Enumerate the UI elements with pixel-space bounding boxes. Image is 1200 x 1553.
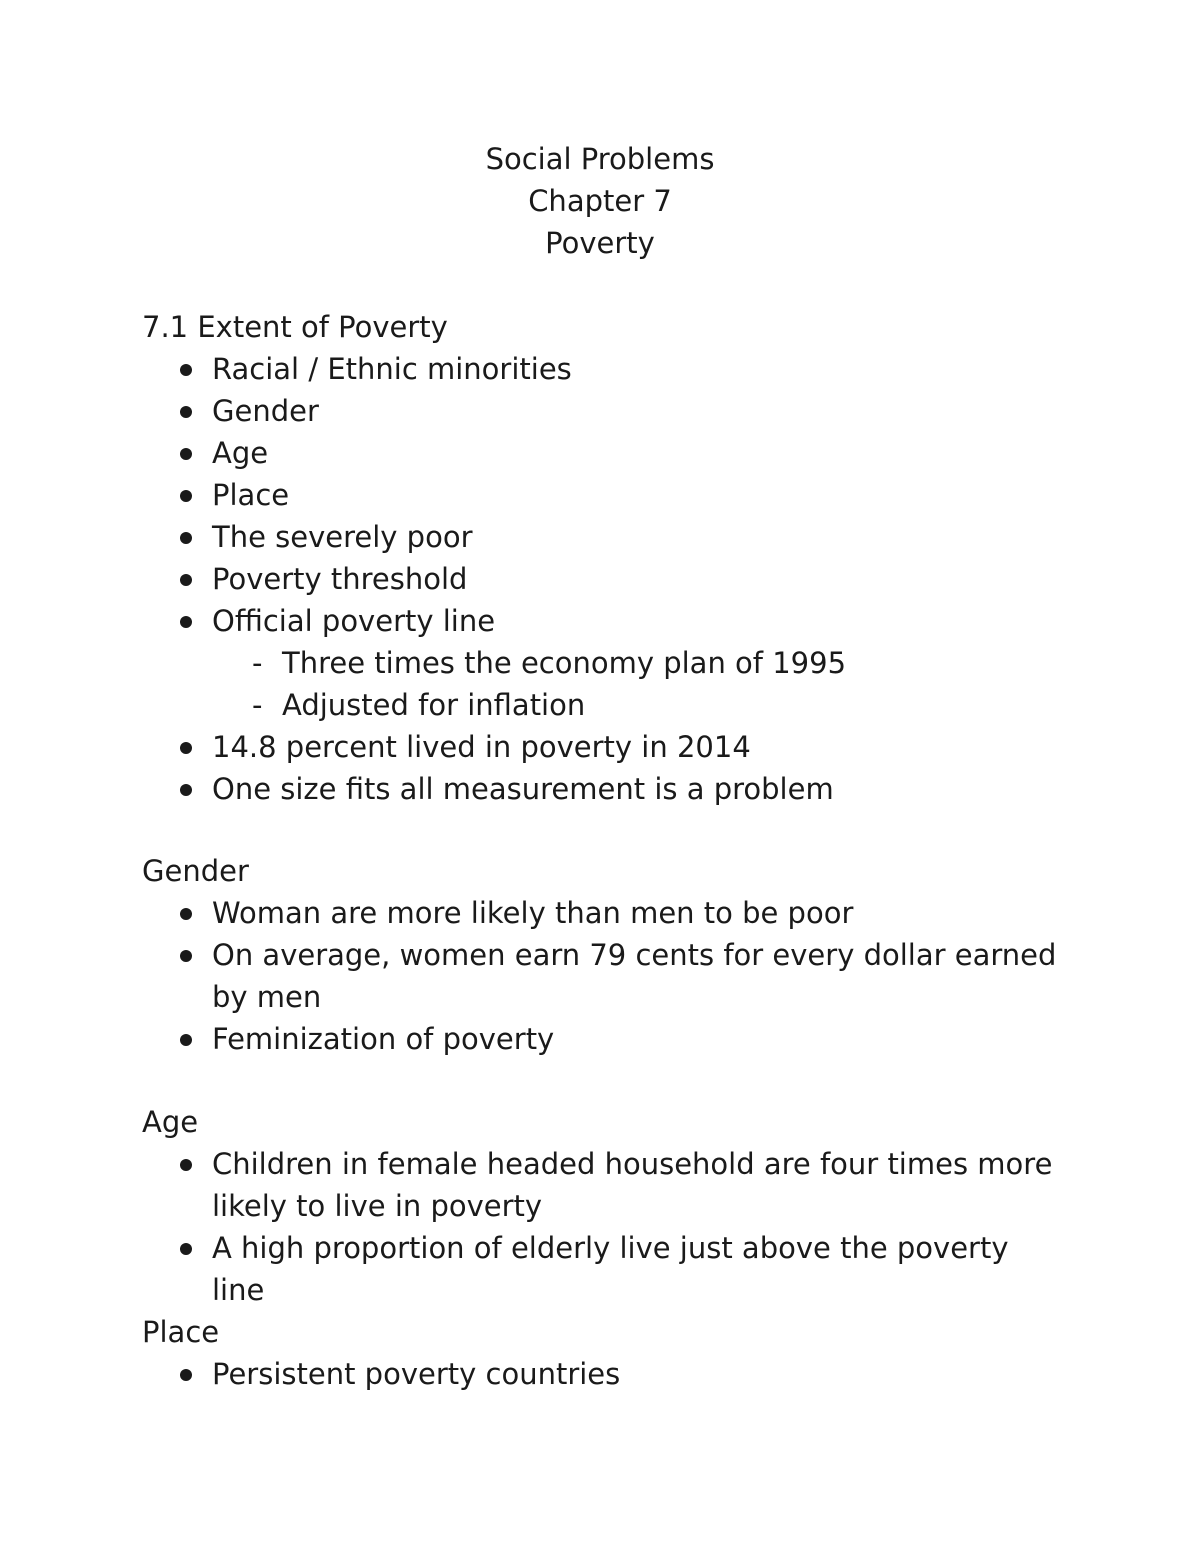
section-heading: 7.1 Extent of Poverty bbox=[142, 310, 448, 344]
list-item-text: The severely poor bbox=[212, 520, 473, 554]
list-item bbox=[142, 892, 1062, 934]
list-item-text: Gender bbox=[212, 394, 319, 428]
list-item-text: Feminization of poverty bbox=[212, 1022, 555, 1056]
bullet-icon bbox=[180, 364, 192, 376]
bullet-icon bbox=[180, 1159, 192, 1171]
list-item-text: Poverty threshold bbox=[212, 562, 468, 596]
bullet-icon bbox=[180, 784, 192, 796]
bullet-icon bbox=[180, 490, 192, 502]
bullet-list bbox=[142, 1143, 1062, 1311]
section-heading: Age bbox=[142, 1105, 199, 1139]
list-item-text: On average, women earn 79 cents for every dollar earned by men bbox=[212, 938, 1057, 1014]
list-item bbox=[142, 474, 1062, 516]
bullet-icon bbox=[180, 616, 192, 628]
bullet-list bbox=[142, 348, 1062, 810]
course-title: Social Problems bbox=[485, 142, 715, 176]
list-item bbox=[142, 558, 1062, 600]
list-item bbox=[142, 1143, 1062, 1227]
list-item bbox=[142, 432, 1062, 474]
bullet-icon bbox=[180, 742, 192, 754]
section-heading: Place bbox=[142, 1315, 220, 1349]
sub-list-item-text: Adjusted for inflation bbox=[282, 688, 586, 722]
sub-list-item bbox=[212, 684, 1062, 726]
list-item bbox=[142, 768, 1062, 810]
dash-marker: - bbox=[252, 688, 263, 722]
list-item-text: Woman are more likely than men to be poor bbox=[212, 896, 854, 930]
list-item-text: Age bbox=[212, 436, 269, 470]
list-item bbox=[142, 348, 1062, 390]
section-gender bbox=[142, 850, 1062, 1060]
list-item bbox=[142, 934, 1062, 1018]
section-extent-of-poverty bbox=[142, 306, 1062, 810]
list-item bbox=[142, 726, 1062, 768]
sub-list-item-text: Three times the economy plan of 1995 bbox=[282, 646, 847, 680]
bullet-icon bbox=[180, 1369, 192, 1381]
bullet-icon bbox=[180, 574, 192, 586]
list-item bbox=[142, 1018, 1062, 1060]
bullet-icon bbox=[180, 448, 192, 460]
document-title bbox=[0, 138, 1200, 264]
bullet-icon bbox=[180, 1034, 192, 1046]
list-item-text: Official poverty line bbox=[212, 604, 496, 638]
section-heading: Gender bbox=[142, 854, 249, 888]
bullet-icon bbox=[180, 1243, 192, 1255]
list-item-text: Racial / Ethnic minorities bbox=[212, 352, 572, 386]
list-item bbox=[142, 1353, 1062, 1395]
bullet-icon bbox=[180, 532, 192, 544]
bullet-list bbox=[142, 1353, 1062, 1395]
list-item-text: Place bbox=[212, 478, 290, 512]
sub-list bbox=[212, 642, 1062, 726]
chapter-number: Chapter 7 bbox=[528, 184, 672, 218]
list-item-text: 14.8 percent lived in poverty in 2014 bbox=[212, 730, 751, 764]
list-item-text: Children in female headed household are four times more likely to live in poverty bbox=[212, 1147, 1053, 1223]
section-age bbox=[142, 1101, 1062, 1311]
dash-marker: - bbox=[252, 646, 263, 680]
bullet-icon bbox=[180, 950, 192, 962]
bullet-icon bbox=[180, 406, 192, 418]
list-item-text: One size fits all measurement is a problem bbox=[212, 772, 834, 806]
list-item bbox=[142, 600, 1062, 726]
list-item-text: Persistent poverty countries bbox=[212, 1357, 621, 1391]
list-item-text: A high proportion of elderly live just above the poverty line bbox=[212, 1231, 1009, 1307]
list-item bbox=[142, 1227, 1062, 1311]
section-place bbox=[142, 1311, 1062, 1395]
chapter-title: Poverty bbox=[545, 226, 655, 260]
sub-list-item bbox=[212, 642, 1062, 684]
bullet-list bbox=[142, 892, 1062, 1060]
list-item bbox=[142, 390, 1062, 432]
list-item bbox=[142, 516, 1062, 558]
bullet-icon bbox=[180, 908, 192, 920]
